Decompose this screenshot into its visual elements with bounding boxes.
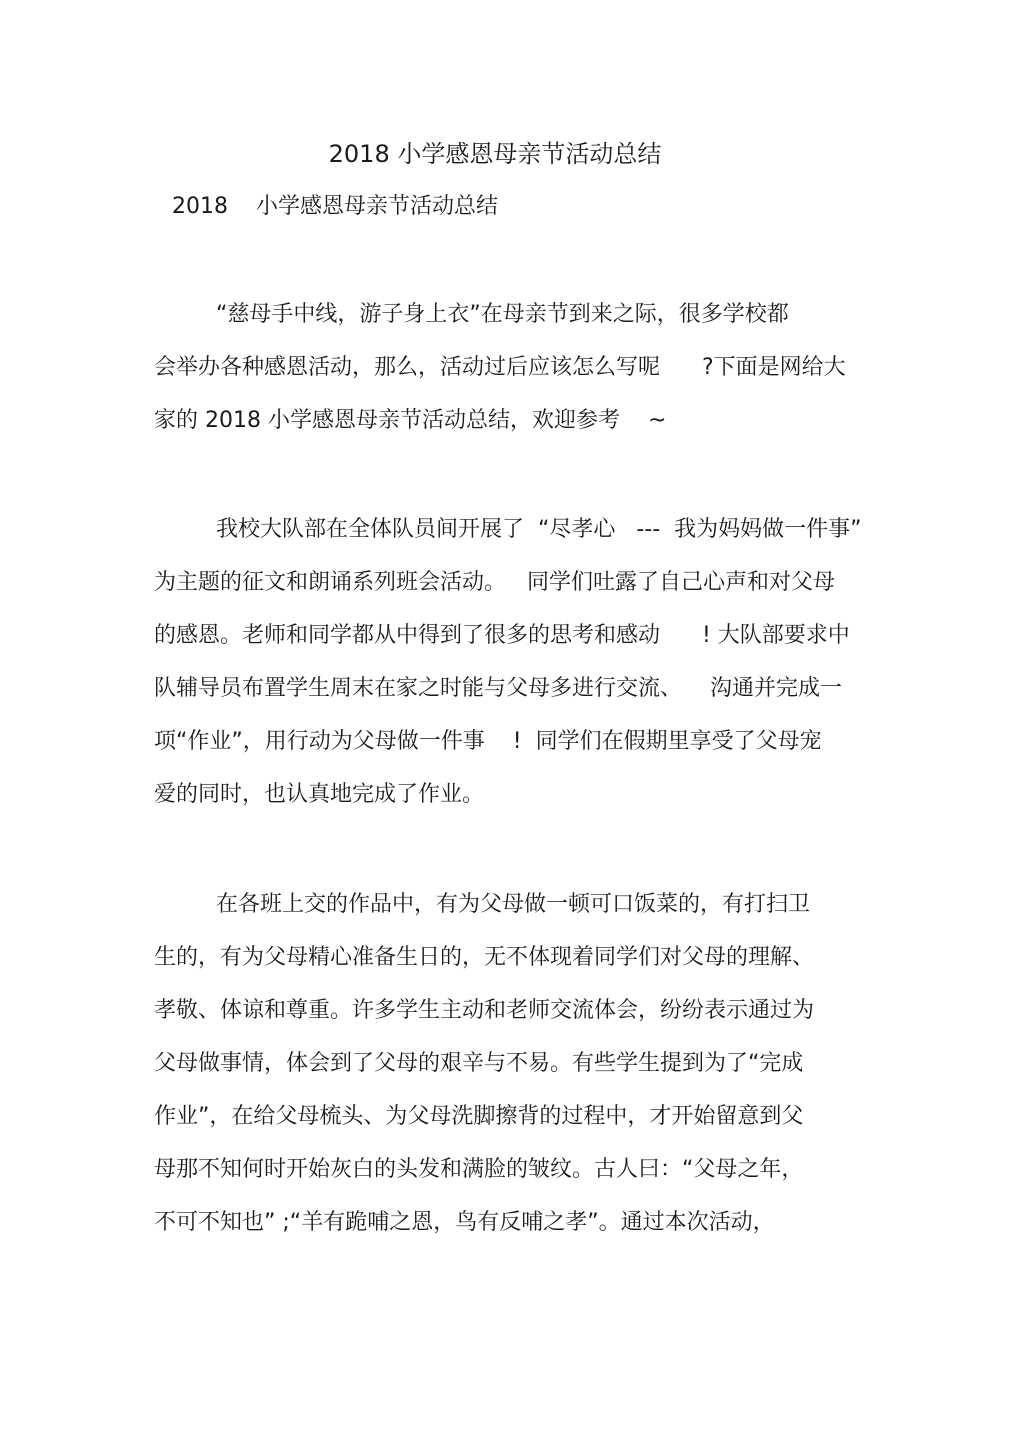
paragraph-line: 的感恩。老师和同学都从中得到了很多的思考和感动 ! 大队部要求中 bbox=[154, 623, 850, 648]
paragraph-line: “慈母手中线，游子身上衣”在母亲节到来之际，很多学校都 bbox=[216, 302, 789, 327]
paragraph-line: 孝敬、体谅和尊重。许多学生主动和老师交流体会，纷纷表示通过为 bbox=[154, 998, 815, 1023]
paragraph-intro bbox=[154, 288, 884, 447]
paragraph-line: 队辅导员布置学生周末在家之时能与父母多进行交流、 沟通并完成一 bbox=[154, 676, 842, 701]
paragraph-line: 我校大队部在全体队员间开展了 “尽孝心 --- 我为妈妈做一件事” bbox=[216, 517, 862, 542]
paragraph-line: 家的 2018 小学感恩母亲节活动总结，欢迎参考 ~ bbox=[154, 408, 667, 433]
paragraph-line: 在各班上交的作品中，有为父母做一顿可口饭菜的，有打扫卫 bbox=[216, 892, 811, 917]
paragraph-line: 爱的同时，也认真地完成了作业。 bbox=[154, 782, 485, 807]
paragraph-activity bbox=[154, 503, 884, 821]
paragraph-results bbox=[154, 878, 884, 1249]
paragraph-line: 会举办各种感恩活动，那么，活动过后应该怎么写呢 ?下面是网给大 bbox=[154, 355, 846, 380]
document-title: 2018 小学感恩母亲节活动总结 bbox=[328, 140, 662, 168]
paragraph-line: 为主题的征文和朗诵系列班会活动。 同学们吐露了自己心声和对父母 bbox=[154, 570, 835, 595]
paragraph-line: 父母做事情，体会到了父母的艰辛与不易。有些学生提到为了“完成 bbox=[154, 1051, 804, 1076]
paragraph-line: 母那不知何时开始灰白的头发和满脸的皱纹。古人曰：“父母之年， bbox=[154, 1157, 804, 1182]
paragraph-line: 作业”，在给父母梳头、为父母洗脚擦背的过程中，才开始留意到父 bbox=[154, 1104, 804, 1129]
document-subtitle: 2018 小学感恩母亲节活动总结 bbox=[172, 194, 498, 219]
paragraph-line: 不可不知也” ;“羊有跪哺之恩，鸟有反哺之孝”。通过本次活动， bbox=[154, 1210, 775, 1235]
paragraph-line: 生的，有为父母精心准备生日的，无不体现着同学们对父母的理解、 bbox=[154, 945, 815, 970]
paragraph-line: 项“作业”，用行动为父母做一件事 ! 同学们在假期里享受了父母宠 bbox=[154, 729, 822, 754]
